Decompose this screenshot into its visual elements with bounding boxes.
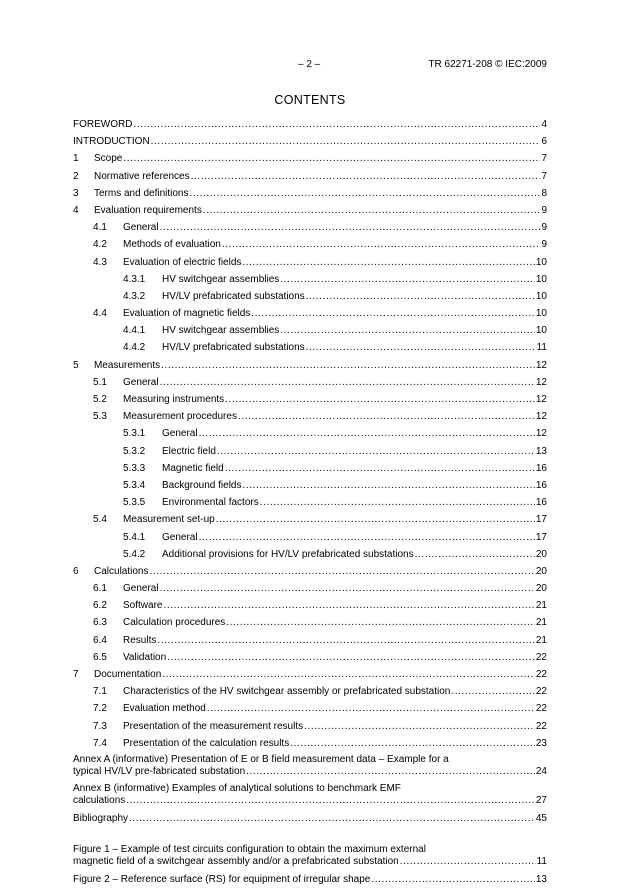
toc-entry[interactable]	[73, 322, 547, 339]
toc-entry-text: Annex A (informative) Presentation of E or B field measurement data – Example for a	[73, 753, 449, 765]
toc-entry[interactable]	[73, 700, 547, 717]
toc-entry-text: HV switchgear assemblies	[162, 325, 280, 337]
toc-entry[interactable]	[73, 752, 547, 781]
toc-entry-number: 4.2	[93, 239, 107, 251]
dot-leader	[306, 339, 536, 356]
toc-entry-number: 6.1	[93, 583, 107, 595]
toc-page-number: 45	[535, 812, 547, 824]
dot-leader	[260, 494, 535, 511]
toc-entry-continuation	[73, 766, 547, 778]
dot-leader	[238, 408, 535, 425]
toc-entry[interactable]	[73, 580, 547, 597]
toc-entry[interactable]	[73, 443, 547, 460]
dot-leader	[151, 133, 541, 150]
dot-leader	[160, 219, 541, 236]
toc-page-number: 12	[535, 359, 547, 371]
dot-leader	[225, 391, 535, 408]
toc-entry-text: General	[162, 428, 198, 440]
toc-entry[interactable]	[73, 460, 547, 477]
toc-page-number: 7	[541, 170, 547, 182]
toc-page-number: 20	[535, 583, 547, 595]
toc-page-number: 12	[535, 428, 547, 440]
dot-leader	[157, 632, 535, 649]
toc-entry-number: 5.3.1	[123, 428, 146, 440]
toc-entry[interactable]	[73, 494, 547, 511]
toc-entry-number: 5.4.2	[123, 548, 146, 560]
toc-page-number: 4	[541, 119, 547, 130]
dot-leader	[149, 563, 534, 580]
toc-entry-text: Presentation of the measurement results	[123, 720, 304, 732]
toc-entry-number: 5.3.2	[123, 445, 146, 457]
toc-entry-text: HV/LV prefabricated substations	[162, 290, 305, 302]
toc-entry-number: 4.4	[93, 308, 107, 320]
toc-entry-text: Terms and definitions	[94, 187, 189, 199]
toc-entry-number: 5.3.3	[123, 462, 146, 474]
toc-entry[interactable]	[73, 357, 547, 374]
toc-page-number: 21	[535, 617, 547, 629]
toc-entry[interactable]	[73, 425, 547, 442]
toc-entry[interactable]	[73, 339, 547, 356]
toc-entry-text: Evaluation of electric fields	[123, 256, 242, 268]
toc-entry[interactable]	[73, 511, 547, 528]
toc-entry-number: 7.2	[93, 703, 107, 715]
figure-list-entry[interactable]	[73, 842, 547, 871]
toc-entry-text: Evaluation requirements	[94, 204, 202, 216]
toc-entry-number: 4.1	[93, 222, 107, 234]
toc-page-number: 6	[541, 136, 547, 148]
toc-entry-text: General	[123, 376, 159, 388]
dot-leader	[371, 871, 535, 888]
toc-entry[interactable]	[73, 563, 547, 580]
toc-entry[interactable]	[73, 391, 547, 408]
toc-entry-text: Bibliography	[73, 812, 129, 824]
toc-page-number: 9	[541, 239, 547, 251]
toc-entry-number: 5.4.1	[123, 531, 146, 543]
toc-entry[interactable]	[73, 718, 547, 735]
toc-page-number: 10	[535, 308, 547, 320]
dot-leader	[226, 614, 535, 631]
toc-page-number: 10	[535, 290, 547, 302]
toc-entry-text: Magnetic field	[162, 462, 224, 474]
toc-entry-number: 4.4.2	[123, 342, 146, 354]
dot-leader	[207, 700, 535, 717]
toc-entry[interactable]	[73, 254, 547, 271]
toc-entry[interactable]	[73, 408, 547, 425]
toc-entry-text-continued: typical HV/LV pre-fabricated substation	[73, 765, 246, 777]
toc-entry-text: Methods of evaluation	[123, 239, 221, 251]
contents-title: CONTENTS	[274, 93, 346, 107]
dot-leader	[167, 649, 535, 666]
toc-entry-text: Characteristics of the HV switchgear assembly or prefabricated substation	[123, 686, 451, 698]
toc-page-number: 21	[535, 600, 547, 612]
toc-entry[interactable]	[73, 477, 547, 494]
toc-entry-text: Normative references	[94, 170, 190, 182]
toc-entry-text: Evaluation method	[123, 703, 206, 715]
toc-entry[interactable]	[73, 546, 547, 563]
standard-reference: TR 62271-208 © IEC:2009	[428, 59, 547, 70]
toc-page-number: 17	[535, 514, 547, 526]
toc-entry-number: 7	[73, 669, 79, 680]
toc-page-number: 16	[535, 462, 547, 474]
toc-entry[interactable]	[73, 116, 547, 133]
toc-page-number: 20	[535, 565, 547, 577]
dot-leader	[217, 443, 535, 460]
dot-leader	[129, 810, 535, 827]
toc-page-number: 10	[535, 256, 547, 268]
dot-leader	[160, 374, 535, 391]
toc-entry-text: General	[123, 583, 159, 595]
toc-entry-number: 1	[73, 153, 79, 165]
toc-entry[interactable]	[73, 810, 547, 827]
dot-leader	[160, 580, 535, 597]
dot-leader	[251, 305, 535, 322]
toc-entry[interactable]	[73, 185, 547, 202]
toc-entry-number: 4	[73, 204, 79, 216]
dot-leader	[161, 357, 535, 374]
toc-entry-text: Environmental factors	[162, 497, 259, 509]
dot-leader	[246, 766, 535, 778]
toc-page-number: 22	[535, 651, 547, 663]
dot-leader	[203, 202, 541, 219]
toc-entry[interactable]	[73, 614, 547, 631]
toc-entry-text: General	[123, 222, 159, 234]
toc-page-number: 12	[535, 411, 547, 423]
toc-entry-text: HV/LV prefabricated substations	[162, 342, 305, 354]
toc-entry[interactable]	[73, 219, 547, 236]
dot-leader	[191, 168, 541, 185]
toc-entry[interactable]	[73, 305, 547, 322]
toc-page-number: 10	[535, 273, 547, 285]
toc-entry-number: 6.2	[93, 600, 107, 612]
toc-entry-number: 2	[73, 170, 79, 182]
toc-entry-number: 6	[73, 565, 79, 577]
toc-page-number: 11	[536, 342, 547, 354]
dot-leader	[222, 236, 541, 253]
toc-entry[interactable]	[73, 288, 547, 305]
toc-entry-number: 7.1	[93, 686, 107, 698]
toc-entry[interactable]	[73, 133, 547, 150]
toc-entry-text: HV switchgear assemblies	[162, 273, 280, 285]
toc-entry-text: Measuring instruments	[123, 394, 225, 405]
toc-page-number: 23	[535, 737, 547, 749]
toc-entry[interactable]	[73, 735, 547, 752]
toc-page-number: 10	[535, 325, 547, 337]
toc-page-number: 9	[541, 204, 547, 216]
toc-entry-number: 7.3	[93, 720, 107, 732]
dot-leader	[225, 460, 535, 477]
toc-entry-text: FOREWORD	[73, 119, 133, 130]
toc-entry-text: Figure 2 – Reference surface (RS) for equipment of irregular shape	[73, 874, 371, 886]
toc-entry-continuation	[73, 856, 547, 868]
dot-leader	[242, 254, 534, 271]
toc-page-number: 16	[535, 497, 547, 509]
toc-entry-text: Background fields	[162, 479, 242, 491]
table-of-contents	[73, 116, 547, 888]
toc-page-number: 20	[535, 548, 547, 560]
toc-entry-number: 6.5	[93, 651, 107, 663]
toc-page-number: 24	[535, 765, 547, 777]
toc-page-number: 17	[535, 531, 547, 543]
toc-entry-text: Calculations	[94, 565, 149, 577]
toc-entry-text: Validation	[123, 651, 167, 663]
toc-page-number: 22	[535, 669, 547, 680]
dot-leader	[162, 666, 535, 683]
toc-entry[interactable]	[73, 168, 547, 185]
toc-entry-text: Electric field	[162, 445, 216, 457]
toc-page-number: 12	[535, 394, 547, 405]
dot-leader	[126, 795, 535, 807]
toc-entry[interactable]	[73, 632, 547, 649]
toc-entry-text: General	[162, 531, 198, 543]
dot-leader	[415, 546, 535, 563]
dot-leader	[280, 322, 535, 339]
toc-entry-number: 5.4	[93, 514, 107, 526]
toc-entry[interactable]	[73, 597, 547, 614]
toc-entry-number: 5.3.5	[123, 497, 146, 509]
dot-leader	[243, 477, 535, 494]
dot-leader	[290, 735, 535, 752]
dot-leader	[306, 288, 535, 305]
toc-entry[interactable]	[73, 781, 547, 810]
toc-entry-number: 5.3.4	[123, 479, 146, 491]
dot-leader	[216, 511, 535, 528]
toc-entry-text: Measurement procedures	[123, 411, 237, 423]
toc-entry-text: Measurement set-up	[123, 514, 215, 526]
toc-entry-number: 7.4	[93, 737, 107, 749]
toc-entry-continuation	[73, 795, 547, 807]
toc-entry-text: Presentation of the calculation results	[123, 737, 290, 749]
dot-leader	[133, 116, 540, 133]
toc-entry-number: 5.2	[93, 394, 107, 405]
dot-leader	[123, 150, 540, 167]
toc-page-number: 13	[535, 874, 547, 886]
dot-leader	[199, 425, 535, 442]
toc-entry[interactable]	[73, 666, 547, 683]
figure-list-entry[interactable]	[73, 871, 547, 888]
toc-entry[interactable]	[73, 271, 547, 288]
dot-leader	[199, 529, 535, 546]
toc-entry[interactable]	[73, 236, 547, 253]
toc-page-number: 13	[535, 445, 547, 457]
toc-page-number: 27	[535, 794, 547, 806]
toc-page-number: 22	[535, 686, 547, 698]
page-number: – 2 –	[298, 59, 321, 70]
toc-entry-text: Figure 1 – Example of test circuits configuration to obtain the maximum external	[73, 844, 426, 856]
dot-leader	[451, 683, 535, 700]
toc-entry-number: 5	[73, 359, 79, 371]
toc-entry-number: 3	[73, 187, 79, 199]
dot-leader	[400, 856, 536, 868]
toc-entry-text: Measurements	[94, 359, 161, 371]
toc-entry-number: 5.3	[93, 411, 107, 423]
toc-entry-number: 4.3.1	[123, 273, 146, 285]
dot-leader	[190, 185, 541, 202]
dot-leader	[280, 271, 535, 288]
toc-page-number: 12	[535, 376, 547, 388]
toc-entry[interactable]	[73, 649, 547, 666]
toc-page-number: 21	[535, 634, 547, 646]
toc-entry-text: Calculation procedures	[123, 617, 226, 629]
toc-entry-text-continued: magnetic field of a switchgear assembly and/or a prefabricated substation	[73, 856, 399, 868]
toc-page-number: 8	[541, 187, 547, 199]
toc-entry-number: 4.3.2	[123, 290, 146, 302]
toc-entry-text: Scope	[94, 153, 123, 165]
toc-entry-text-continued: calculations	[73, 794, 126, 806]
toc-entry[interactable]	[73, 374, 547, 391]
toc-entry[interactable]	[73, 529, 547, 546]
toc-page-number: 16	[535, 479, 547, 491]
toc-entry-text: Software	[123, 600, 163, 612]
toc-page-number: 9	[541, 222, 547, 234]
toc-entry-text: Annex B (informative) Examples of analytical solutions to benchmark EMF	[73, 782, 401, 794]
toc-entry[interactable]	[73, 150, 547, 167]
toc-page-number: 7	[541, 153, 547, 165]
toc-entry-number: 4.3	[93, 256, 107, 268]
toc-entry[interactable]	[73, 202, 547, 219]
toc-entry-number: 5.1	[93, 376, 107, 388]
toc-entry-number: 6.4	[93, 634, 107, 646]
toc-entry-text: Evaluation of magnetic fields	[123, 308, 251, 320]
dot-leader	[304, 718, 535, 735]
toc-entry-number: 4.4.1	[123, 325, 146, 337]
toc-entry-text: Results	[123, 634, 157, 646]
toc-entry-text: Additional provisions for HV/LV prefabricated substations	[162, 548, 414, 560]
toc-entry[interactable]	[73, 683, 547, 700]
toc-page-number: 22	[535, 720, 547, 732]
toc-page-number: 11	[536, 856, 547, 868]
toc-page-number: 22	[535, 703, 547, 715]
toc-entry-text: Documentation	[94, 669, 162, 680]
toc-entry-text: INTRODUCTION	[73, 136, 150, 148]
dot-leader	[163, 597, 534, 614]
toc-entry-number: 6.3	[93, 617, 107, 629]
section-gap	[73, 827, 547, 842]
